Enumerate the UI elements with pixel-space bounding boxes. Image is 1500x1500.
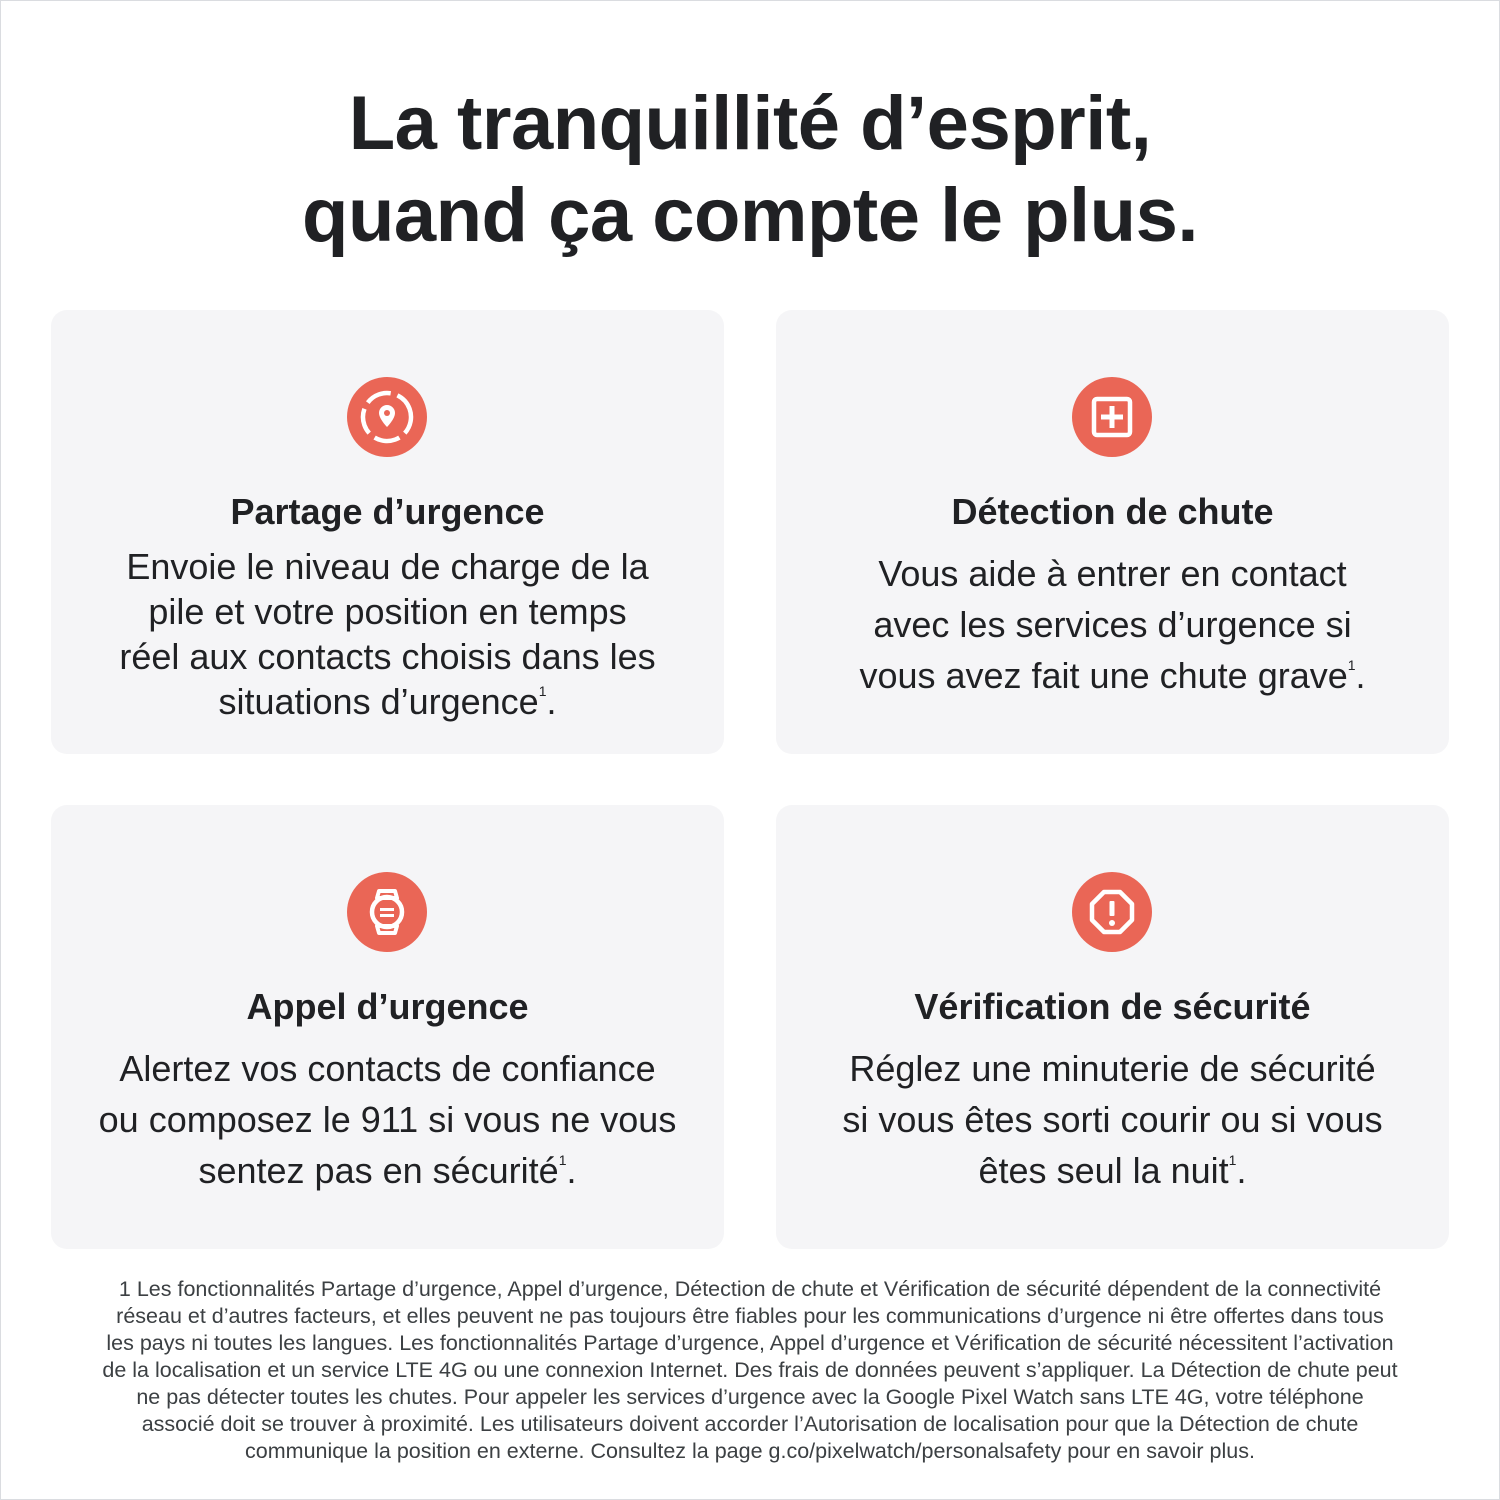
feature-card-safety-check — [776, 805, 1449, 1249]
headline-line-2: quand ça compte le plus. — [302, 173, 1198, 258]
page-headline — [0, 78, 1500, 262]
feature-card-emergency-sharing — [51, 310, 724, 754]
card-description: Envoie le niveau de charge de la pile et votre position en temps réel aux contacts choisis dans les situations d’urgence$^1$. — [119, 546, 656, 722]
card-title: Vérification de sécurité — [914, 986, 1311, 1027]
card-description: Alertez vos contacts de confiance ou composez le 911 si vous ne vous sentez pas en sécurité$^1$. — [98, 1048, 677, 1191]
medical-cross-icon — [1072, 377, 1152, 457]
feature-card-fall-detection — [776, 310, 1449, 754]
footnote-line: réseau et d’autres facteurs, et elles peuvent ne pas toujours être fiables pour les communications d’urgence ni être offertes dans tous — [116, 1304, 1384, 1328]
footnote-marker: 1 — [538, 683, 547, 699]
legal-footnote — [30, 1276, 1470, 1465]
feature-card-emergency-call — [51, 805, 724, 1249]
card-description: Réglez une minuterie de sécurité si vous êtes sorti courir ou si vous êtes seul la nuit$^1$. — [842, 1048, 1383, 1191]
watch-icon — [347, 872, 427, 952]
footnote-marker: 1 — [558, 1152, 567, 1168]
footnote-line: ne pas détecter toutes les chutes. Pour appeler les services d’urgence avec la Google Pixel Watch sans LTE 4G, votre téléphone — [136, 1385, 1364, 1409]
card-title: Appel d’urgence — [246, 986, 529, 1027]
footnote-line: 1 Les fonctionnalités Partage d’urgence, Appel d’urgence, Détection de chute et Vérification de sécurité dépendent de la connectivité — [118, 1277, 1382, 1301]
footnote-line: de la localisation et un service LTE 4G ou une connexion Internet. Des frais de données peuvent s’appliquer. La Détection de chute peut — [102, 1358, 1398, 1382]
card-title: Détection de chute — [951, 491, 1274, 532]
footnote-line: les pays ni toutes les langues. Les fonctionnalités Partage d’urgence, Appel d’urgence et Vérification de sécurité nécessitent l’activation — [106, 1331, 1394, 1355]
footnote-marker: 1 — [1347, 657, 1356, 673]
footnote-line: associé doit se trouver à proximité. Les utilisateurs doivent accorder l’Autorisation de localisation pour que la Détection de chute — [141, 1412, 1359, 1436]
footnote-line: communique la position en externe. Consultez la page g.co/pixelwatch/personalsafety pour en savoir plus. — [245, 1439, 1255, 1463]
headline-line-1: La tranquillité d’esprit, — [348, 81, 1152, 166]
alert-octagon-icon — [1072, 872, 1152, 952]
card-title: Partage d’urgence — [230, 491, 545, 532]
location-pin-icon — [347, 377, 427, 457]
footnote-marker: 1 — [1228, 1152, 1237, 1168]
card-description: Vous aide à entrer en contact avec les services d’urgence si vous avez fait une chute grave$^1$. — [859, 553, 1366, 696]
